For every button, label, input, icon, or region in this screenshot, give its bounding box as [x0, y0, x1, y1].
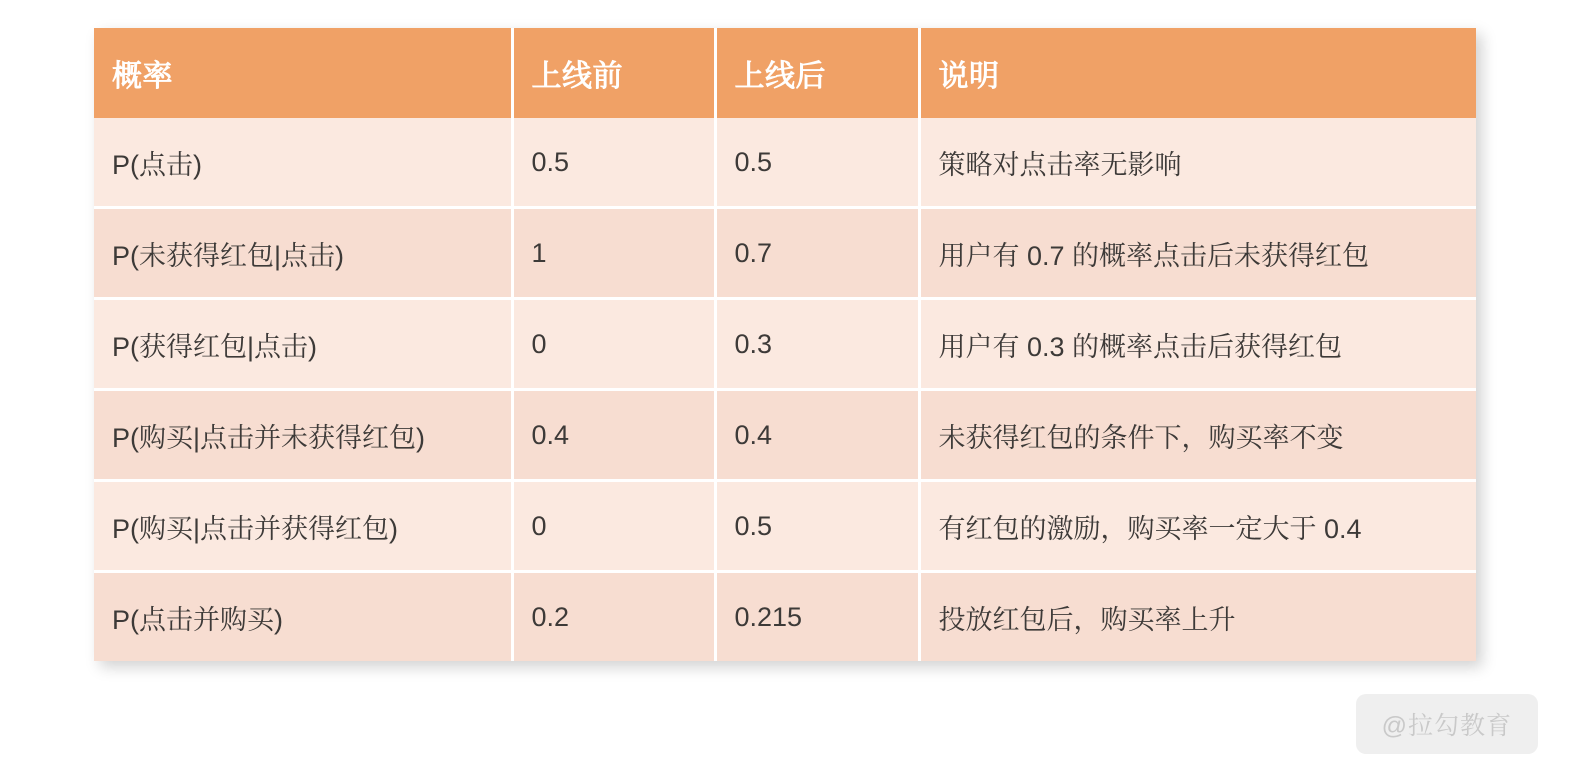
table-header — [94, 28, 1476, 118]
cell-before: 0.2 — [512, 572, 715, 662]
cell-note: 未获得红包的条件下，购买率不变 — [919, 390, 1476, 481]
cell-probability: P(点击) — [94, 118, 512, 208]
table-body — [94, 118, 1476, 661]
cell-before: 1 — [512, 208, 715, 299]
table-row — [94, 572, 1476, 662]
probability-table-container — [94, 28, 1476, 661]
cell-note: 投放红包后，购买率上升 — [919, 572, 1476, 662]
cell-after: 0.215 — [715, 572, 919, 662]
column-header-description: 说明 — [919, 28, 1476, 118]
watermark: @拉勾教育 — [1356, 694, 1538, 754]
cell-after: 0.7 — [715, 208, 919, 299]
column-header-before-launch: 上线前 — [512, 28, 715, 118]
cell-after: 0.5 — [715, 481, 919, 572]
cell-probability: P(未获得红包|点击) — [94, 208, 512, 299]
cell-before: 0 — [512, 299, 715, 390]
table-row — [94, 299, 1476, 390]
cell-probability: P(购买|点击并未获得红包) — [94, 390, 512, 481]
cell-before: 0 — [512, 481, 715, 572]
cell-after: 0.5 — [715, 118, 919, 208]
cell-before: 0.5 — [512, 118, 715, 208]
cell-after: 0.4 — [715, 390, 919, 481]
cell-after: 0.3 — [715, 299, 919, 390]
probability-table — [94, 28, 1476, 661]
table-header-row — [94, 28, 1476, 118]
cell-note: 策略对点击率无影响 — [919, 118, 1476, 208]
table-row — [94, 481, 1476, 572]
cell-note: 用户有 0.7 的概率点击后未获得红包 — [919, 208, 1476, 299]
column-header-probability: 概率 — [94, 28, 512, 118]
cell-note: 用户有 0.3 的概率点击后获得红包 — [919, 299, 1476, 390]
cell-probability: P(购买|点击并获得红包) — [94, 481, 512, 572]
cell-probability: P(点击并购买) — [94, 572, 512, 662]
table-row — [94, 390, 1476, 481]
cell-before: 0.4 — [512, 390, 715, 481]
column-header-after-launch: 上线后 — [715, 28, 919, 118]
cell-probability: P(获得红包|点击) — [94, 299, 512, 390]
table-row — [94, 118, 1476, 208]
table-row — [94, 208, 1476, 299]
cell-note: 有红包的激励，购买率一定大于 0.4 — [919, 481, 1476, 572]
